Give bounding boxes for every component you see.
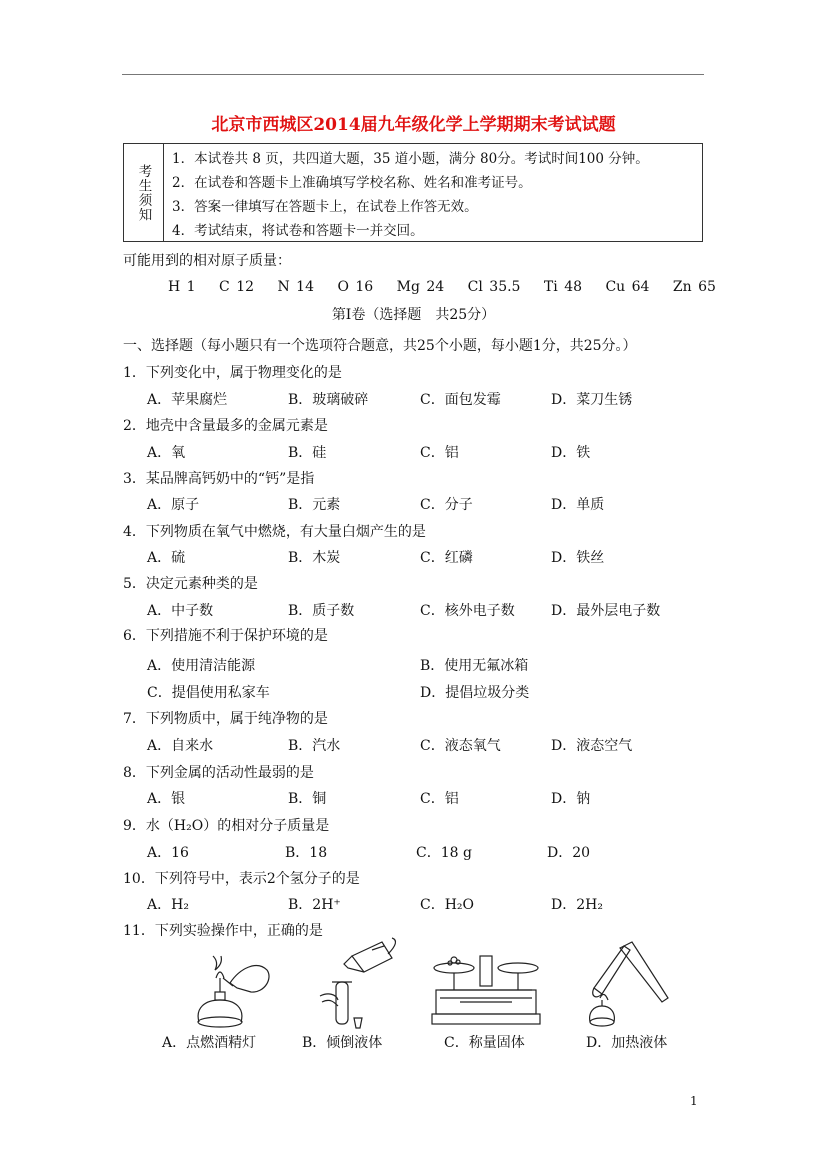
option-b: B．玻璃破碎 <box>288 392 369 408</box>
question-stem: 9．水（H₂O）的相对分子质量是 <box>123 818 330 834</box>
notice-line: 2．在试卷和答题卡上准确填写学校名称、姓名和准考证号。 <box>172 175 532 191</box>
option-b: B．18 <box>285 845 328 861</box>
option-c: C．液态氧气 <box>420 738 501 754</box>
option-c: C．核外电子数 <box>420 603 515 619</box>
atomic-mass-list <box>168 278 733 296</box>
option-c: C．称量固体 <box>444 1035 525 1051</box>
notice-line: 1．本试卷共 8 页，共四道大题，35 道小题，满分 80分。考试时间100 分钟。 <box>172 151 649 167</box>
atomic-mass: Ti 48 <box>543 279 583 295</box>
option-a: A．16 <box>147 845 189 861</box>
option-d: D．最外层电子数 <box>551 603 661 619</box>
question-stem: 3．某品牌高钙奶中的“钙”是指 <box>123 471 315 487</box>
option-b: B．使用无氟冰箱 <box>420 658 529 674</box>
option-b: B．硅 <box>288 445 327 461</box>
atomic-mass: Mg 24 <box>396 279 445 295</box>
atomic-mass: Zn 65 <box>672 279 716 295</box>
atomic-mass: C 12 <box>219 279 255 295</box>
question-stem: 7．下列物质中，属于纯净物的是 <box>123 711 328 727</box>
option-a: A．使用清洁能源 <box>147 658 256 674</box>
option-a: A．原子 <box>147 497 200 513</box>
option-a: A．自来水 <box>147 738 214 754</box>
option-c: C．铝 <box>420 445 459 461</box>
option-c: C．铝 <box>420 791 459 807</box>
option-c: C．面包发霉 <box>420 392 501 408</box>
heat-liquid-figure <box>580 938 676 1030</box>
option-b: B．倾倒液体 <box>302 1035 383 1051</box>
atomic-mass: N 14 <box>277 279 314 295</box>
exam-notice-box <box>123 143 703 242</box>
option-d: D．提倡垃圾分类 <box>420 685 530 701</box>
option-b: B．木炭 <box>288 550 341 566</box>
atomic-mass-intro: 可能用到的相对原子质量： <box>123 253 291 269</box>
atomic-mass: H 1 <box>168 279 196 295</box>
option-c: C．18 g <box>416 845 472 861</box>
option-d: D．2H₂ <box>551 897 603 913</box>
question-stem: 11．下列实验操作中，正确的是 <box>123 923 323 939</box>
balance-scale-figure <box>430 950 542 1032</box>
header-rule <box>122 74 704 75</box>
section-title: 第Ⅰ卷（选择题 共25分） <box>331 307 496 323</box>
part-heading: 一、选择题（每小题只有一个选项符合题意，共25个小题，每小题1分，共25分。） <box>123 338 637 354</box>
option-a: A．中子数 <box>147 603 214 619</box>
option-d: D．20 <box>547 845 591 861</box>
option-d: D．单质 <box>551 497 605 513</box>
page-title: 北京市西城区2014届九年级化学上学期期末考试试题 <box>211 115 616 135</box>
notice-line: 3．答案一律填写在答题卡上，在试卷上作答无效。 <box>172 199 478 215</box>
atomic-mass: Cl 35.5 <box>467 279 521 295</box>
option-c: C．红磷 <box>420 550 473 566</box>
option-b: B．铜 <box>288 791 327 807</box>
option-b: B．元素 <box>288 497 341 513</box>
question-stem: 8．下列金属的活动性最弱的是 <box>123 765 314 781</box>
option-b: B．2H⁺ <box>288 897 341 913</box>
notice-line: 4．考试结束，将试卷和答题卡一并交回。 <box>172 223 424 239</box>
option-c: C．H₂O <box>420 897 475 913</box>
option-a: A．银 <box>147 791 186 807</box>
option-d: D．加热液体 <box>586 1035 668 1051</box>
notice-heading: 考生须知 <box>135 163 152 222</box>
option-d: D．钠 <box>551 791 591 807</box>
atomic-mass: Cu 64 <box>605 279 650 295</box>
option-a: A．氧 <box>147 445 186 461</box>
question-stem: 10．下列符号中，表示2个氢分子的是 <box>123 871 360 887</box>
pour-liquid-figure <box>312 936 402 1032</box>
option-a: A．苹果腐烂 <box>147 392 228 408</box>
question-stem: 2．地壳中含量最多的金属元素是 <box>123 418 328 434</box>
option-c: C．提倡使用私家车 <box>147 685 270 701</box>
option-d: D．铁 <box>551 445 591 461</box>
question-stem: 4．下列物质在氧气中燃烧，有大量白烟产生的是 <box>123 524 426 540</box>
atomic-mass: O 16 <box>337 279 374 295</box>
notice-lines <box>172 150 649 246</box>
question-stem: 5．决定元素种类的是 <box>123 576 258 592</box>
page-number: 1 <box>690 1094 698 1108</box>
notice-heading-cell <box>124 144 164 241</box>
question-stem: 1．下列变化中，属于物理变化的是 <box>123 365 342 381</box>
option-a: A．H₂ <box>147 897 189 913</box>
option-a: A．硫 <box>147 550 186 566</box>
question-stem: 6．下列措施不利于保护环境的是 <box>123 628 328 644</box>
alcohol-lamp-lighting-figure <box>185 948 275 1030</box>
option-b: B．汽水 <box>288 738 341 754</box>
option-a: A．点燃酒精灯 <box>162 1035 257 1051</box>
option-c: C．分子 <box>420 497 473 513</box>
option-d: D．铁丝 <box>551 550 605 566</box>
option-d: D．液态空气 <box>551 738 633 754</box>
option-b: B．质子数 <box>288 603 355 619</box>
option-d: D．菜刀生锈 <box>551 392 633 408</box>
